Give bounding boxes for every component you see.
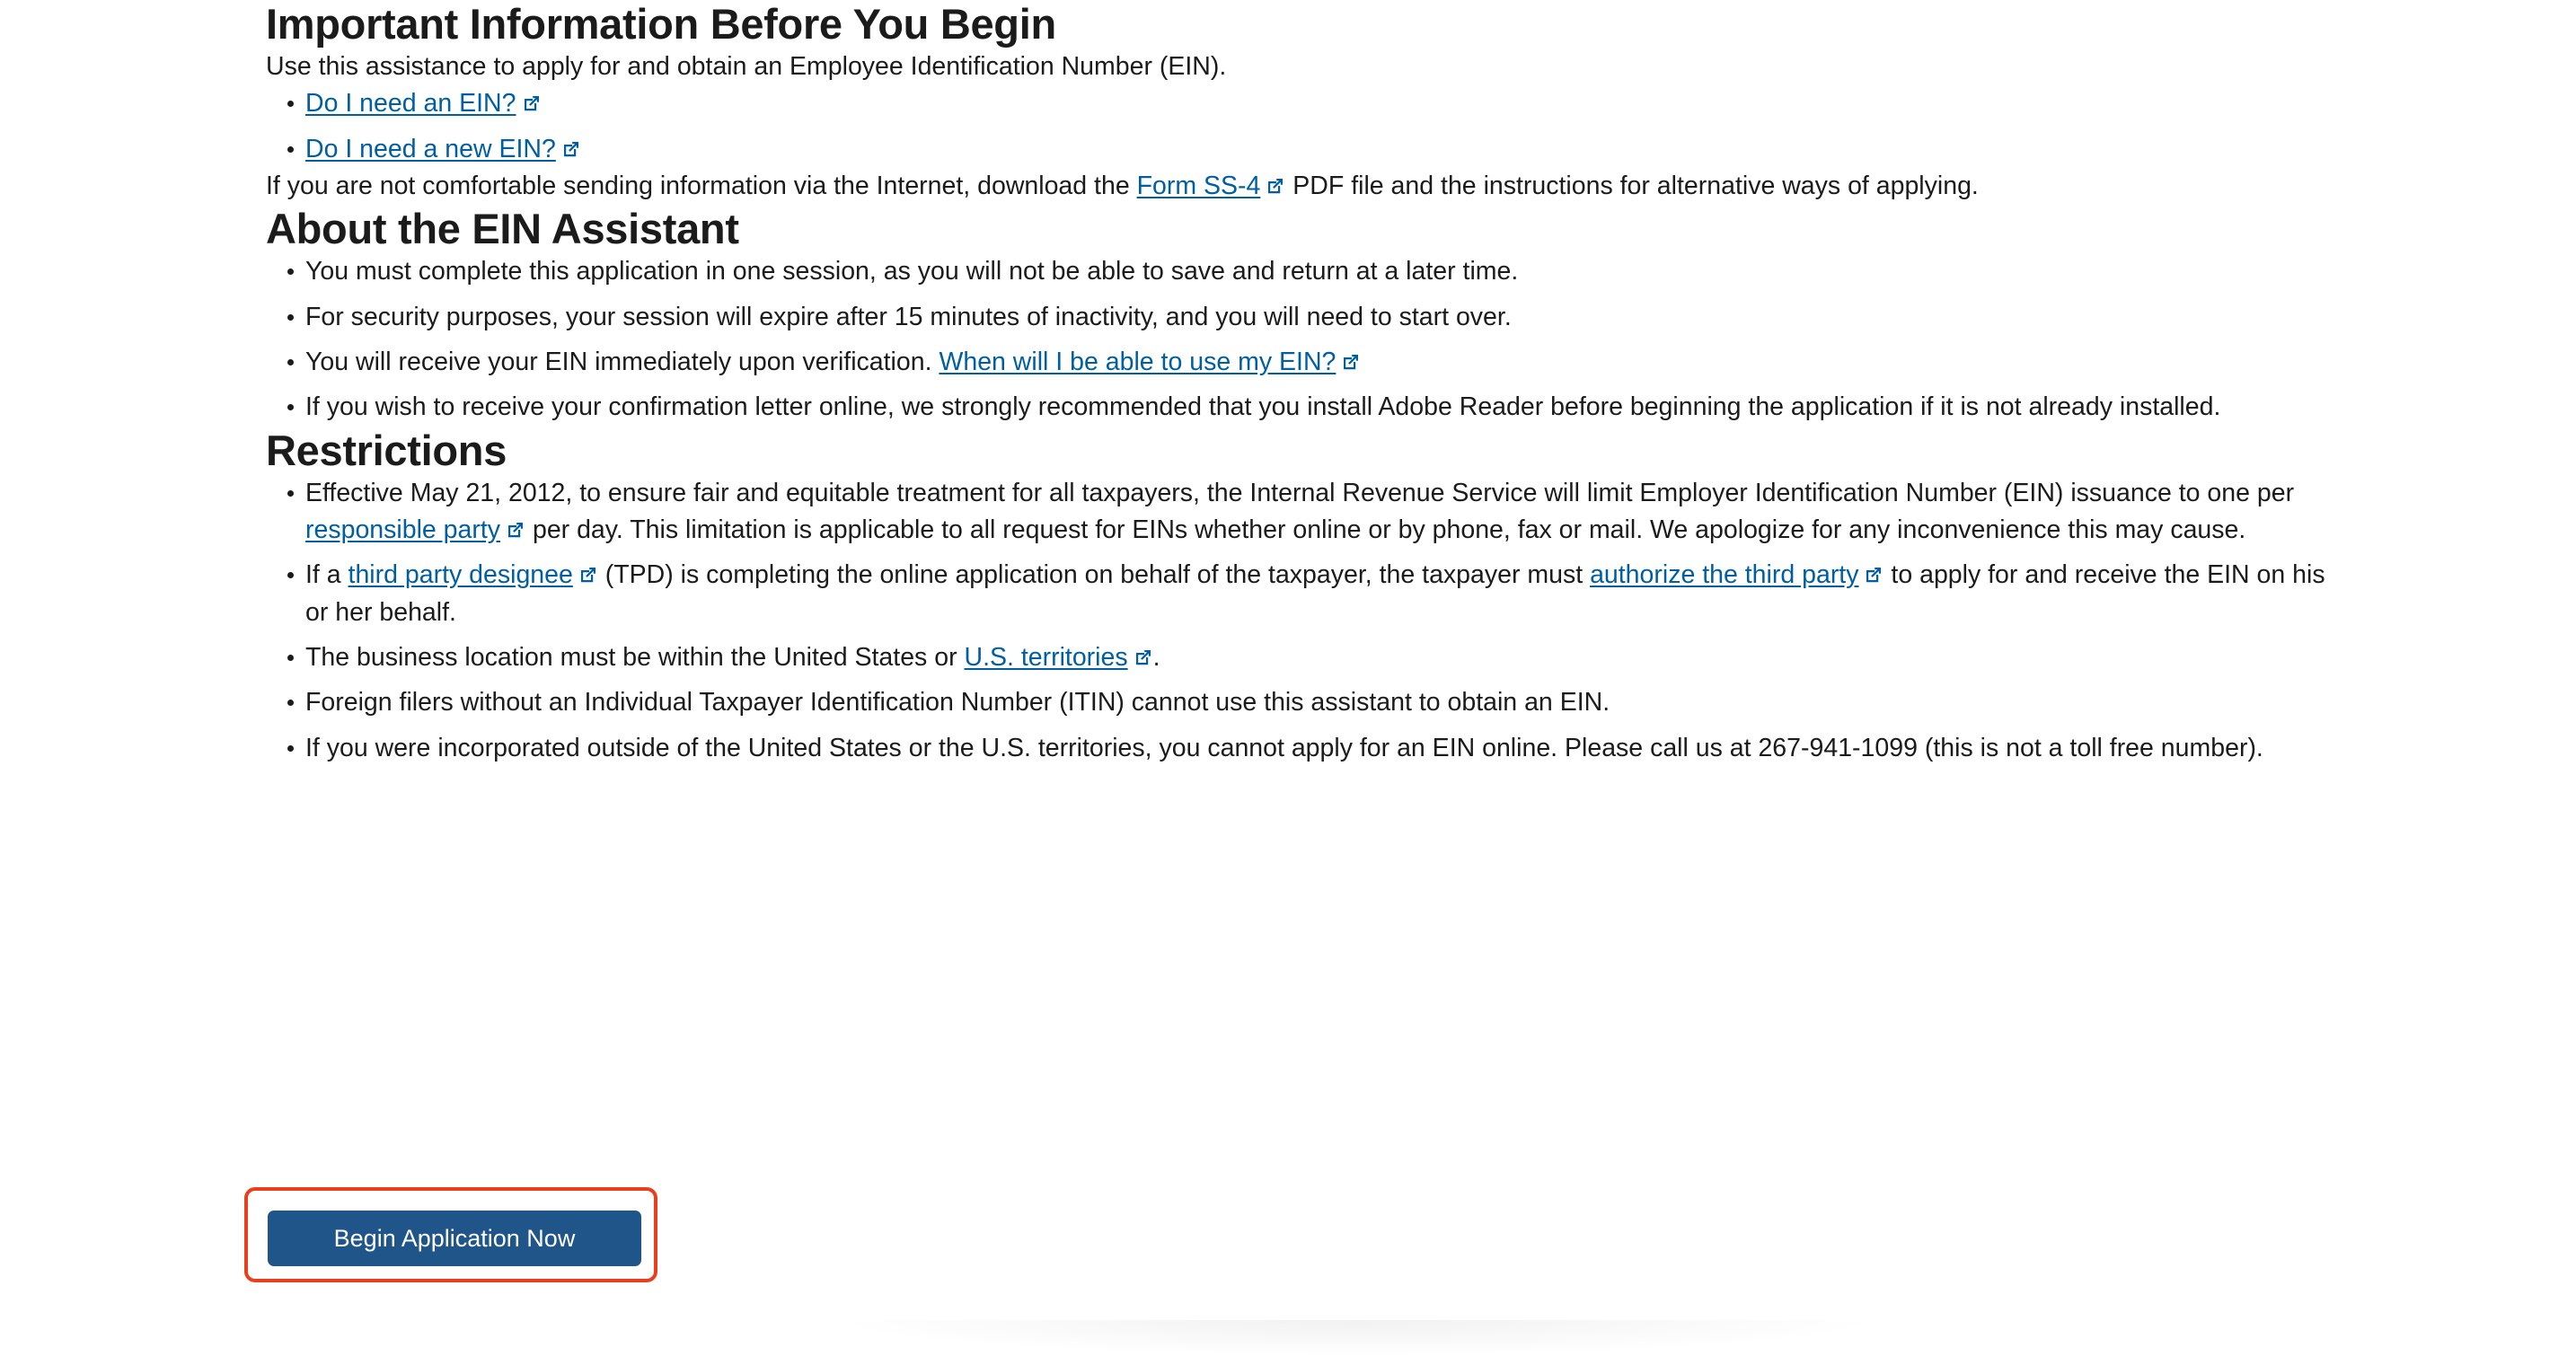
link-authorize-third-party[interactable]: authorize the third party [1590, 560, 1859, 590]
link-third-party-designee[interactable]: third party designee [348, 560, 573, 590]
restrictions-section-title: Restrictions [266, 426, 507, 474]
link-do-i-need-a-new-ein[interactable]: Do I need a new EIN? [305, 134, 556, 163]
list-item: If you wish to receive your confirmation letter online, we strongly recommended that you install Adobe Reader before beginning the application if it is not already installed. [266, 389, 2341, 426]
list-item: You must complete this application in one session, as you will not be able to save and return at a later time. [266, 253, 2341, 290]
page-title: Important Information Before You Begin [266, 0, 1056, 48]
list-item: Foreign filers without an Individual Taxpayer Identification Number (ITIN) cannot use this assistant to obtain an EIN. [266, 684, 2341, 721]
begin-application-highlight [244, 1187, 657, 1282]
restrictions-list [266, 475, 2341, 767]
content-column [266, 0, 2341, 767]
restriction-2-text-before: If a [305, 560, 348, 590]
about-item-3-text: You will receive your EIN immediately upon verification. [305, 347, 940, 376]
restriction-3-text-before: The business location must be within the United States or [305, 642, 965, 672]
restriction-2-text-mid: (TPD) is completing the online application on behalf of the taxpayer, the taxpayer must [597, 560, 1591, 590]
ein-question-links [266, 85, 2341, 168]
list-item [266, 131, 2341, 168]
restriction-1-text-before: Effective May 21, 2012, to ensure fair and equitable treatment for all taxpayers, the Internal Revenue Service will limit Employer Identification Number (EIN) issuance to one per [305, 478, 2295, 507]
restriction-2-text-after: to apply for and receive the EIN on his or her behalf. [305, 560, 2325, 627]
ss4-text-before: If you are not comfortable sending information via the Internet, download the [266, 171, 1137, 200]
external-link-icon [1266, 176, 1285, 196]
list-item [266, 557, 2341, 631]
restriction-1-text-after: per day. This limitation is applicable to all request for EINs whether online or by phone, fax or mail. We apologize for any inconvenience this may cause. [525, 515, 2246, 544]
external-link-icon [506, 520, 525, 540]
restriction-3-text-after: . [1152, 642, 1160, 672]
link-when-will-i-use-my-ein[interactable]: When will I be able to use my EIN? [939, 347, 1337, 376]
form-ss4-paragraph [266, 168, 2341, 205]
list-item [266, 344, 2341, 381]
external-link-icon [561, 139, 581, 159]
intro-paragraph: Use this assistance to apply for and obtain an Employee Identification Number (EIN). [266, 52, 1227, 82]
link-form-ss4[interactable]: Form SS-4 [1136, 171, 1261, 200]
external-link-icon [578, 565, 598, 585]
external-link-icon [1341, 352, 1361, 372]
about-list [266, 253, 2341, 426]
begin-application-button[interactable]: Begin Application Now [268, 1211, 641, 1266]
external-link-icon [1134, 647, 1153, 667]
link-do-i-need-an-ein[interactable]: Do I need an EIN? [305, 89, 516, 119]
list-item [266, 639, 2341, 676]
ss4-text-after: PDF file and the instructions for alternative ways of applying. [1285, 171, 1979, 200]
external-link-icon [522, 93, 542, 113]
link-responsible-party[interactable]: responsible party [305, 515, 501, 544]
list-item [266, 85, 2341, 122]
about-section-title: About the EIN Assistant [266, 205, 739, 253]
external-link-icon [1864, 565, 1883, 585]
link-us-territories[interactable]: U.S. territories [964, 642, 1128, 672]
list-item: For security purposes, your session will expire after 15 minutes of inactivity, and you will need to start over. [266, 299, 2341, 336]
list-item [266, 475, 2341, 550]
page-bottom-shadow [826, 1320, 1886, 1356]
list-item: If you were incorporated outside of the United States or the U.S. territories, you cannot apply for an EIN online. Please call us at 267-941-1099 (this is not a toll free number). [266, 730, 2341, 767]
